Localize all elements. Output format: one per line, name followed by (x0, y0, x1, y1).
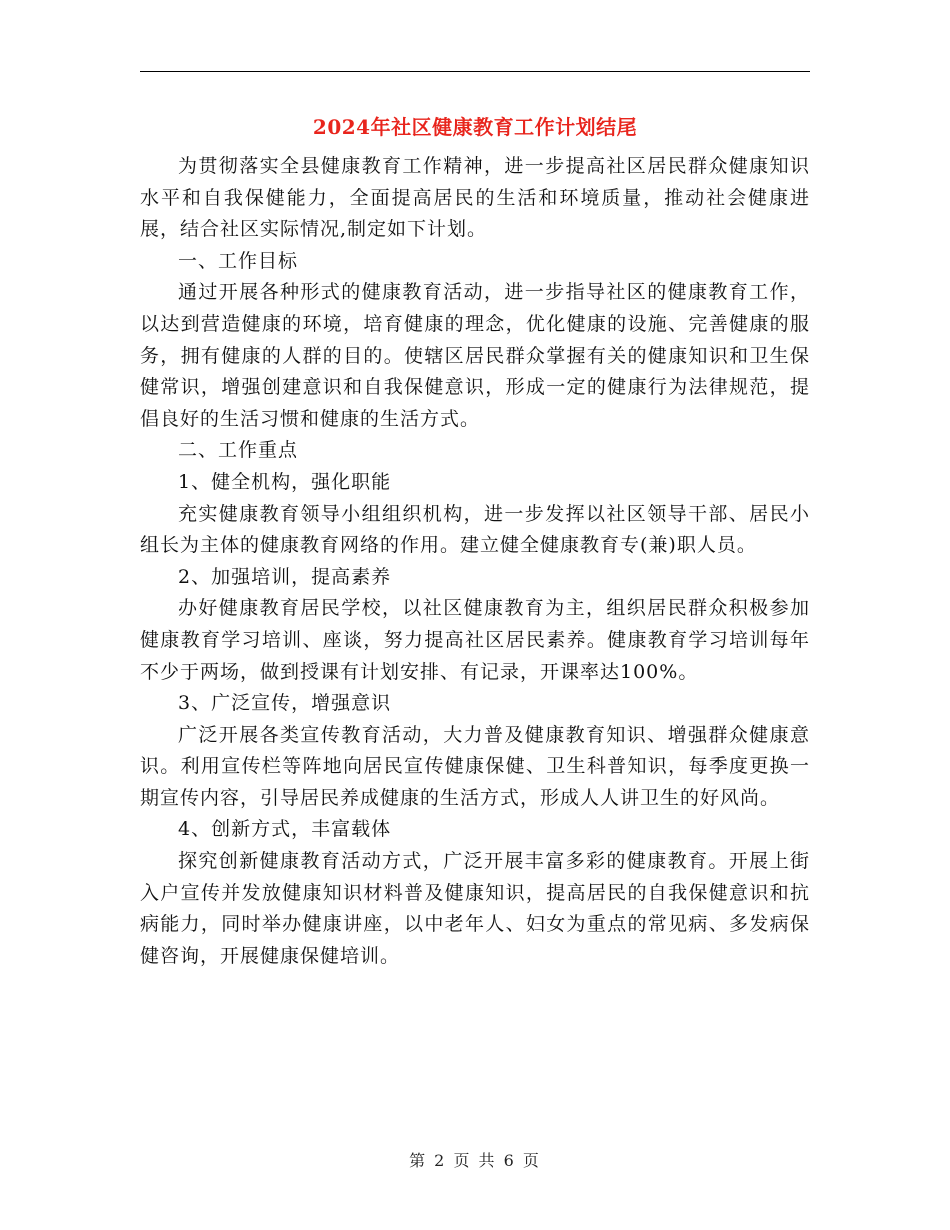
paragraph-work-goals: 通过开展各种形式的健康教育活动，进一步指导社区的健康教育工作，以达到营造健康的环境，培育健康的理念，优化健康的设施、完善健康的服务，拥有健康的人群的目的。使辖区居民群众掌握有关的健康知识和卫生保健常识，增强创建意识和自我保健意识，形成一定的健康行为法律规范，提倡良好的生活习惯和健康的生活方式。 (140, 281, 810, 430)
paragraph-3: 广泛开展各类宣传教育活动，大力普及健康教育知识、增强群众健康意识。利用宣传栏等阵地向居民宣传健康保健、卫生科普知识，每季度更换一期宣传内容，引导居民养成健康的生活方式，形成人人讲卫生的好风尚。 (140, 723, 810, 809)
document-body (140, 151, 810, 972)
paragraph-4: 探究创新健康教育活动方式，广泛开展丰富多彩的健康教育。开展上街入户宣传并发放健康知识材料普及健康知识，提高居民的自我保健意识和抗病能力，同时举办健康讲座，以中老年人、妇女为重点的常见病、多发病保健咨询，开展健康保健培训。 (140, 850, 810, 967)
heading-work-focus: 二、工作重点 (178, 439, 299, 462)
document-title: 2024年社区健康教育工作计划结尾 (312, 115, 638, 139)
subheading-1: 1、健全机构，强化职能 (178, 470, 392, 493)
page-number-footer: 第 2 页 共 6 页 (409, 1151, 541, 1170)
paragraph-1: 充实健康教育领导小组组织机构，进一步发挥以社区领导干部、居民小组长为主体的健康教育网络的作用。建立健全健康教育专(兼)职人员。 (140, 502, 810, 557)
subheading-4: 4、创新方式，丰富载体 (178, 818, 392, 841)
heading-work-goals: 一、工作目标 (178, 249, 299, 272)
paragraph-intro: 为贯彻落实全县健康教育工作精神，进一步提高社区居民群众健康知识水平和自我保健能力，全面提高居民的生活和环境质量，推动社会健康进展，结合社区实际情况,制定如下计划。 (140, 155, 810, 241)
header-rule (140, 71, 810, 72)
paragraph-2: 办好健康教育居民学校，以社区健康教育为主，组织居民群众积极参加健康教育学习培训、座谈，努力提高社区居民素养。健康教育学习培训每年不少于两场，做到授课有计划安排、有记录，开课率达100%。 (140, 597, 810, 683)
subheading-3: 3、广泛宣传，增强意识 (178, 692, 392, 715)
subheading-2: 2、加强培训，提高素养 (178, 565, 392, 588)
